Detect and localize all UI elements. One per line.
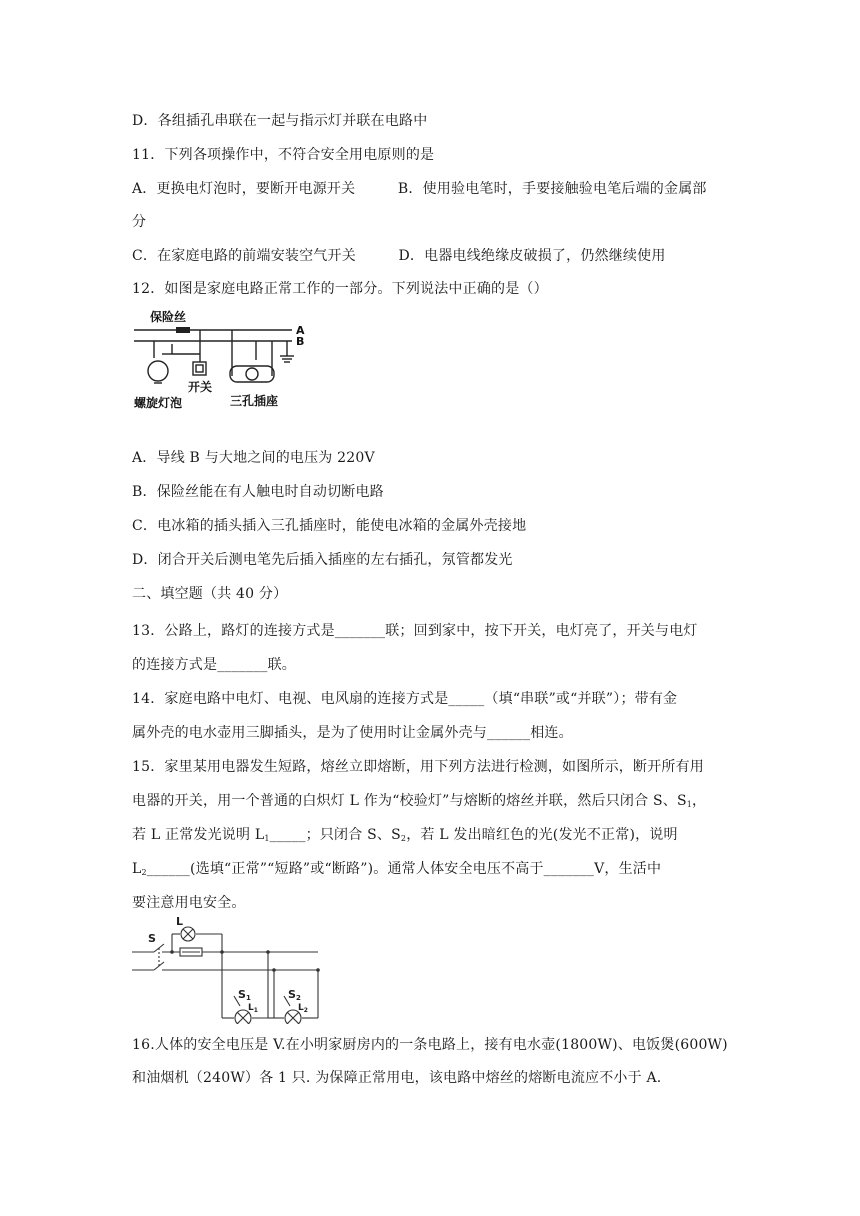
fig12-line-b-label: B (296, 335, 305, 348)
q15-line-4: $L_2\_\_\_\_\_\_$(选填“正常”“短路”或“断路”)。通常人体安全电压不高于_______V，生活中 (132, 861, 662, 877)
fig15-s-label: S (148, 932, 156, 945)
q15-circuit-diagram (128, 912, 324, 1024)
fig15-l1-label: $L_1$ (248, 1003, 258, 1014)
section-2-heading: 二、填空题（共 40 分） (132, 586, 288, 602)
q15-line-5: 要注意用电安全。 (132, 895, 246, 911)
q12-option-a: A．导线 B 与大地之间的电压为 220V (132, 450, 375, 466)
q14-line-1: 14．家庭电路中电灯、电视、电风扇的连接方式是_____（填“串联”或“并联”）；带有金 (132, 691, 678, 707)
q15-line-1: 15．家里某用电器发生短路，熔丝立即熔断，用下列方法进行检测，如图所示，断开所有用 (132, 759, 705, 775)
q12-option-c: C．电冰箱的插头插入三孔插座时，能使电冰箱的金属外壳接地 (132, 518, 527, 534)
q14-line-2: 属外壳的电水壶用三脚插头，是为了使用时让金属外壳与______相连。 (132, 725, 573, 741)
q12-stem: 12．如图是家庭电路正常工作的一部分。下列说法中正确的是（） (132, 281, 548, 297)
fig15-s1-label: S1 (238, 988, 251, 1002)
q15-line-2: 电器的开关，用一个普通的白炽灯 L 作为“校验灯”与熔断的熔丝并联，然后只闭合 S、$S_1$， (132, 793, 707, 809)
q16-line-2: 和油烟机（240W）各 1 只. 为保障正常用电，该电路中熔丝的熔断电流应不小于 A. (132, 1070, 662, 1086)
q12-option-d: D．闭合开关后测电笔先后插入插座的左右插孔，氖管都发光 (132, 552, 513, 568)
q12-circuit-diagram (132, 304, 312, 412)
fig12-bulb-label: 螺旋灯泡 (134, 396, 183, 410)
fig12-socket-label: 三孔插座 (230, 394, 279, 408)
fig12-switch-label: 开关 (188, 380, 213, 394)
fig12-fuse-label: 保险丝 (150, 310, 187, 324)
fuse-icon (176, 327, 190, 333)
q11-options-cd: C．在家庭电路的前端安装空气开关 D．电器电线绝缘皮破损了，仍然继续使用 (132, 248, 666, 264)
q10-option-d: D．各组插孔串联在一起与指示灯并联在电路中 (132, 113, 428, 129)
q12-option-b: B．保险丝能在有人触电时自动切断电路 (132, 484, 384, 500)
fig15-l2-label: $L_2$ (298, 1003, 308, 1014)
q11-options-ab: A．更换电灯泡时，要断开电源开关 B．使用验电笔时，手要接触验电笔后端的金属部 (132, 181, 707, 197)
q13-line-2: 的连接方式是_______联。 (132, 657, 296, 673)
fig15-s2-label: S2 (288, 988, 301, 1002)
q11-stem: 11．下列各项操作中，不符合安全用电原则的是 (132, 147, 435, 163)
q15-line-3: 若 L 正常发光说明 $L_1\_\_\_\_\_$；只闭合 S、$S_2$，若 L 发出暗红色的光(发光不正常)，说明 (132, 827, 678, 843)
q11-option-b-continued: 分 (132, 214, 147, 230)
fig12-line-a-label: A (296, 324, 305, 337)
fig15-l-label: L (176, 915, 184, 928)
q13-line-1: 13．公路上，路灯的连接方式是_______联；回到家中，按下开关，电灯亮了，开关与电灯 (132, 623, 698, 639)
q16-line-1: 16.人体的安全电压是 V.在小明家厨房内的一条电路上，接有电水壶(1800W)、电饭煲(600W) (132, 1037, 728, 1053)
